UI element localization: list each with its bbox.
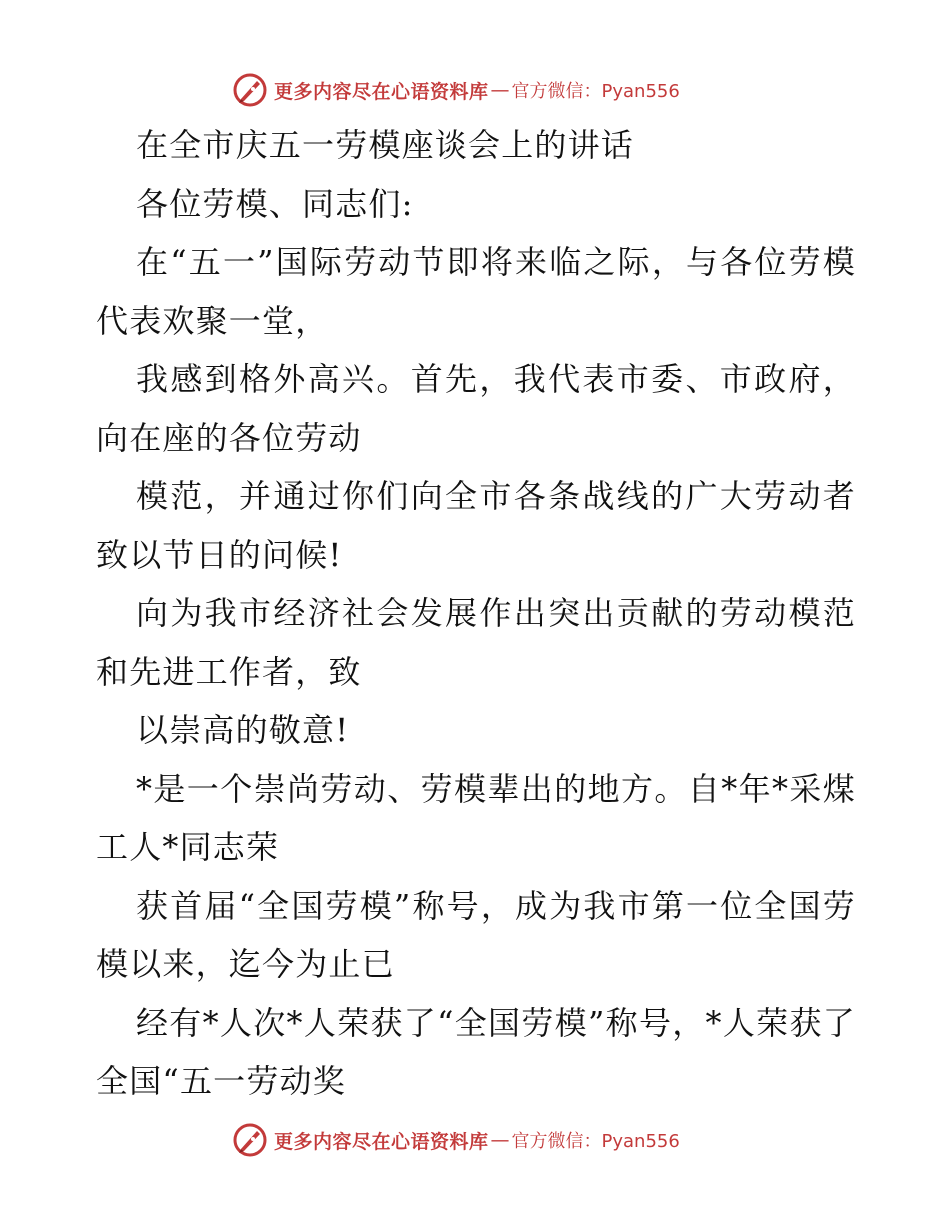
- header-watermark-banner: [232, 70, 752, 110]
- paragraph: 获首届“全国劳模”称号，成为我市第一位全国劳模以来，迄今为止已: [96, 886, 856, 983]
- paragraph: 在“五一”国际劳动节即将来临之际，与各位劳模代表欢聚一堂，: [96, 243, 856, 340]
- footer-watermark-banner: [232, 1120, 752, 1160]
- paragraph: 各位劳模、同志们:: [136, 184, 414, 223]
- document-title: 在全市庆五一劳模座谈会上的讲话: [136, 126, 635, 164]
- quill-pen-logo-icon: [232, 1122, 268, 1158]
- document-body: [96, 116, 856, 1111]
- paragraph: 我感到格外高兴。首先，我代表市委、市政府，向在座的各位劳动: [96, 360, 856, 457]
- banner-text: 更多内容尽在心语资料库: [274, 1130, 489, 1153]
- paragraph: *是一个崇尚劳动、劳模辈出的地方。自*年*采煤工人*同志荣: [96, 769, 856, 866]
- quill-pen-logo-icon: [232, 72, 268, 108]
- banner-separator: —: [490, 79, 510, 101]
- banner-text: 更多内容尽在心语资料库: [274, 80, 489, 103]
- banner-separator: —: [490, 1129, 510, 1151]
- banner-wechat: 官方微信：Pyan556: [511, 1131, 680, 1152]
- paragraph: 以崇高的敬意!: [136, 711, 350, 749]
- paragraph: 向为我市经济社会发展作出突出贡献的劳动模范和先进工作者，致: [96, 594, 856, 691]
- paragraph: 模范，并通过你们向全市各条战线的广大劳动者致以节日的问候!: [96, 477, 856, 574]
- paragraph: 经有*人次*人荣获了“全国劳模”称号，*人荣获了全国“五一劳动奖: [96, 1003, 856, 1100]
- banner-wechat: 官方微信：Pyan556: [511, 81, 680, 102]
